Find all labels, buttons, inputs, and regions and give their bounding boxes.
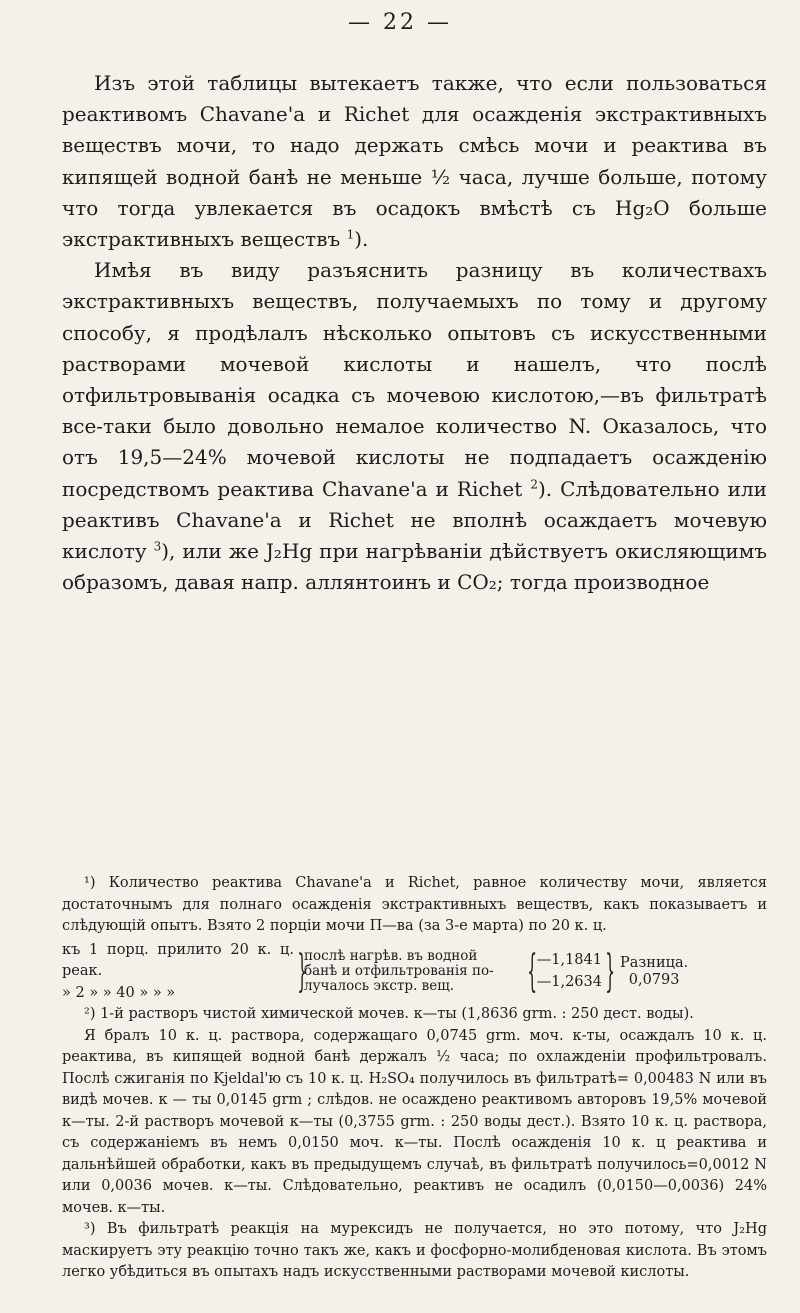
paragraph-2-text-a: Имѣя въ виду разъяснить разницу въ количествахъ экстрактивныхъ веществъ, получаемыхъ по тому и другому способу, я продѣлалъ нѣсколько опытовъ съ искусственными растворами мочевой кислоты и нашелъ, что послѣ отфильтровыванія осадка съ мочевою кислотою,—въ фильтратѣ все-таки было довольно немалое количество N. Оказалось, что отъ 19,5—24% мочевой кислоты не подпадаетъ осажденію посредствомъ реактива Chavane'a и Richet xyxy=(62,258,767,501)
brace-values-open: { xyxy=(527,945,538,997)
description-line-1: послѣ нагрѣв. въ водной xyxy=(304,948,478,965)
experiment-difference xyxy=(620,955,688,989)
brace-values-close: } xyxy=(605,945,616,997)
footnote-ref-1: 1 xyxy=(346,227,355,242)
experiment-row-2: » 2 » » 40 » » » xyxy=(62,984,176,1001)
paragraph-2 xyxy=(62,255,767,598)
paragraph-1-end: ). xyxy=(354,227,369,252)
description-line-3: лучалось экстр. вещ. xyxy=(304,978,455,995)
paragraph-1-text: Изъ этой таблицы вытекаетъ также, что если пользоваться реактивомъ Chavane'a и Richet для осажденія экстрактивныхъ веществъ мочи, то надо держать смѣсь мочи и реактива въ кипящей водной банѣ не меньше ½ часа, лучше больше, потому что тогда увлекается въ осадокъ вмѣстѣ съ Hg₂O больше экстрактивныхъ веществъ xyxy=(62,71,767,252)
description-line-2: банѣ и отфильтрованія по- xyxy=(304,963,494,980)
brace-left: } xyxy=(297,945,308,997)
main-text xyxy=(62,68,767,598)
page-number: — 22 — xyxy=(348,10,452,35)
experiment-row-1: къ 1 порц. прилито 20 к. ц. реак. xyxy=(62,941,294,979)
footnote-2-body: Я бралъ 10 к. ц. раствора, содержащаго 0,0745 grm. моч. к-ты, осаждалъ 10 к. ц. реактива, въ кипящей водной банѣ держалъ ½ часа; по охлажденіи профильтровалъ. Послѣ сжиганія по Kjeldal'ю съ 10 к. ц. H₂SO₄ получилось въ фильтратѣ= 0,00483 N или въ видѣ мочев. к — ты 0,0145 grm ; слѣдов. не осаждено реактивомъ авторовъ 19,5% мочевой к—ты. 2-й растворъ мочевой к—ты (0,3755 grm. : 250 воды дест.). Взято 10 к. ц. раствора, съ содержаніемъ въ немъ 0,0150 моч. к—ты. Послѣ осажденія 10 к. ц реактива и дальнѣйшей обработки, какъ въ предыдущемъ случаѣ, въ фильтратѣ получилось=0,0012 N или 0,0036 мочев. к—ты. Слѣдовательно, реактивъ не осадилъ (0,0150—0,0036) 24% мочев. к—ты. xyxy=(62,1027,767,1216)
footnote-1: ¹) Количество реактива Chavane'a и Richet, равное количеству мочи, является достаточнымъ для полнаго осажденія экстрактивныхъ веществъ, какъ показываетъ и слѣдующій опытъ. Взято 2 порціи мочи П—ва (за 3-е марта) по 20 к. ц. xyxy=(62,875,767,934)
difference-value: 0,0793 xyxy=(628,971,680,988)
footnotes xyxy=(62,873,767,1284)
footnote-ref-3: 3 xyxy=(153,539,162,554)
value-1: —1,1841 xyxy=(536,952,602,969)
paragraph-2-text-c: ), или же J₂Hg при нагрѣваніи дѣйствуетъ окисляющимъ образомъ, давая напр. аллянтоинъ и CO₂; тогда производное xyxy=(62,539,768,595)
value-2: —1,2634 xyxy=(536,973,602,990)
footnote-ref-2: 2 xyxy=(530,476,538,491)
paragraph-2-text-b: ). Слѣдовательно или реактивъ Chavane'a и Richet не вполнѣ осаждаетъ мочевую кислоту xyxy=(62,476,768,564)
experiment-description xyxy=(304,949,524,994)
footnote-3: ³) Въ фильтратѣ реакція на мурексидъ не получается, но это потому, что J₂Hg маскируетъ эту реакцію точно такъ же, какъ и фосфорно-молибденовая кислота. Въ этомъ легко убѣдиться въ опытахъ надъ искусственными растворами мочевой кислоты. xyxy=(62,1221,767,1280)
paragraph-1 xyxy=(62,68,767,255)
footnote-2-head: ²) 1-й растворъ чистой химической мочев. к—ты (1,8636 grm. : 250 дест. воды). xyxy=(84,1006,694,1022)
difference-label: Разница. xyxy=(620,954,689,971)
experiment-rows xyxy=(62,940,294,1005)
experiment-table xyxy=(62,940,767,1005)
experiment-values xyxy=(534,950,602,993)
